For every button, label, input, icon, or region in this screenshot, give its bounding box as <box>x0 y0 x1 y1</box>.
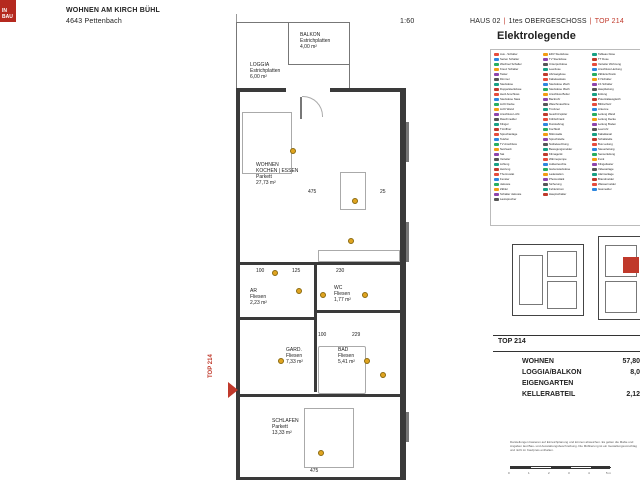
legend-symbol-icon <box>543 103 548 106</box>
legend-symbol-icon <box>494 183 499 186</box>
ceiling-light-icon <box>362 292 368 298</box>
legend-label: Gasmelder <box>598 187 612 191</box>
legend-label: Verteiler Wohnung <box>598 62 621 66</box>
legend-symbol-icon <box>592 68 597 71</box>
legend-label: Doppelsteckdose <box>500 87 522 91</box>
legend-symbol-icon <box>543 133 548 136</box>
legend-label: LS Schalter <box>598 82 613 86</box>
legend-symbol-icon <box>494 123 499 126</box>
legend-title: Elektrolegende <box>497 30 576 42</box>
legend-symbol-icon <box>592 93 597 96</box>
legend-symbol-icon <box>494 128 499 131</box>
legend-symbol-icon <box>543 153 548 156</box>
legend-label: Leitung Boden <box>598 122 617 126</box>
room-floor: Estrichplatten <box>300 38 331 44</box>
legend-symbol-icon <box>543 188 548 191</box>
key-plan-block <box>547 251 577 277</box>
legend-label: Hauptleitung <box>598 87 614 91</box>
legend-symbol-icon <box>543 73 548 76</box>
legend-symbol-icon <box>494 168 499 171</box>
legend-symbol-icon <box>543 93 548 96</box>
ceiling-light-icon <box>348 238 354 244</box>
legend-symbol-icon <box>592 153 597 156</box>
legend-symbol-icon <box>494 148 499 151</box>
ceiling-light-icon <box>320 292 326 298</box>
legend-label: Sprechanlage <box>500 132 518 136</box>
legend-label: Sensorleitung <box>598 152 616 156</box>
room-area: 1,77 m² <box>334 297 351 303</box>
window-east <box>406 122 409 162</box>
legend-label: Wärmepumpe <box>549 157 567 161</box>
room-name: BAD <box>338 347 349 353</box>
legend-symbol-icon <box>494 63 499 66</box>
legend-symbol-icon <box>592 73 597 76</box>
legend-label: Leitung Wand <box>598 112 616 116</box>
legend-label: Jalousie <box>500 182 511 186</box>
legend-label: Sicherung <box>549 182 562 186</box>
legend-symbol-icon <box>592 108 597 111</box>
floor-plan <box>200 22 490 480</box>
legend-item <box>543 192 591 197</box>
summary-row <box>522 378 640 389</box>
room-floor: Fliesen <box>286 353 303 359</box>
legend-symbol-icon <box>494 113 499 116</box>
legend-label: Schalter Jalousie <box>500 192 522 196</box>
legend-label: Photovoltaik <box>549 177 565 181</box>
room-floor: Parkett <box>256 174 272 180</box>
window-east <box>406 412 409 442</box>
ceiling-light-icon <box>380 372 386 378</box>
floor-label: 1tes OBERGESCHOSS <box>508 18 587 25</box>
wall-north-left <box>236 88 286 92</box>
legend-label: Lüftung <box>500 162 510 166</box>
legend-symbol-icon <box>543 108 548 111</box>
disclaimer-note: Darstellungen basieren auf Einreichplanung und können abweichen. Es gelten die Maße und Angaben laut Bau- und Ausstattungsbeschreibung. Die Möblierung ist ein Gestaltungsvorschlag und nicht im Kaufpreis enthalten. <box>510 440 637 452</box>
room-name: LOGGIA <box>250 62 270 68</box>
legend-symbol-icon <box>592 63 597 66</box>
legend-label: Tableau Dose <box>598 52 616 56</box>
legend-label: Licht Wand <box>500 107 514 111</box>
legend-label: Steckdose Nass <box>500 97 521 101</box>
legend-symbol-icon <box>494 198 499 201</box>
legend-label: Brandmelder <box>598 177 615 181</box>
legend-label: TT Dose <box>598 57 609 61</box>
legend-symbol-icon <box>494 53 499 56</box>
legend-symbol-icon <box>592 168 597 171</box>
legend-label: Sprechstelle <box>549 137 565 141</box>
dimension-label: 475 <box>308 189 317 195</box>
legend-symbol-icon <box>543 118 548 121</box>
legend-label: Waschmaschine <box>549 102 570 106</box>
room-area: 13,33 m² <box>272 430 292 436</box>
wall-wc-south <box>314 310 406 313</box>
legend-symbol-icon <box>494 83 499 86</box>
room-ar <box>250 288 267 306</box>
scale-bar-segment <box>551 467 571 468</box>
bed <box>304 408 354 468</box>
room-floor: Parkett <box>272 424 288 430</box>
legend-symbol-icon <box>543 138 548 141</box>
summary-label: LOGGIA/BALKON <box>522 369 582 376</box>
legend-symbol-icon <box>494 88 499 91</box>
legend-label: Verteiler <box>500 157 511 161</box>
scale-bar <box>510 466 610 469</box>
legend-label: Blitzschutz <box>598 102 612 106</box>
legend-box <box>490 49 640 226</box>
legend-label: Steckdose 2fach <box>549 82 570 86</box>
room-area: 5,41 m² <box>338 359 355 365</box>
legend-symbol-icon <box>543 178 548 181</box>
door-swing <box>302 96 323 117</box>
legend-column <box>494 52 542 202</box>
legend-symbol-icon <box>592 83 597 86</box>
legend-label: Anschluss Heizung <box>598 67 622 71</box>
legend-label: Hauptschalter <box>549 192 567 196</box>
legend-symbol-icon <box>592 78 597 81</box>
legend-label: Dimmer <box>500 77 510 81</box>
summary-value: 8,0 <box>630 369 640 376</box>
legend-label: Serien Schalter <box>500 57 520 61</box>
wall-ar-south <box>236 317 316 320</box>
key-plan-thumbnail <box>512 244 584 316</box>
entry-arrow-icon <box>228 382 238 398</box>
summary-divider <box>493 351 640 352</box>
legend-symbol-icon <box>592 138 597 141</box>
room-gard <box>286 347 303 365</box>
legend-symbol-icon <box>592 173 597 176</box>
scale-bar-segment <box>591 467 611 468</box>
legend-label: Kabelauslass <box>549 77 566 81</box>
legend-symbol-icon <box>494 153 499 156</box>
legend-label: Zähler <box>500 187 508 191</box>
legend-label: TV Steckdose <box>549 57 567 61</box>
legend-label: Wechsel Schalter <box>500 62 522 66</box>
room-name: SCHLAFEN <box>272 418 299 424</box>
legend-symbol-icon <box>494 158 499 161</box>
legend-symbol-icon <box>543 88 548 91</box>
legend-label: Steckdose <box>500 82 514 86</box>
summary-row <box>522 356 640 367</box>
legend-label: Kreuz Schalter <box>500 67 519 71</box>
legend-symbol-icon <box>592 178 597 181</box>
legend-symbol-icon <box>543 98 548 101</box>
legend-label: Geschirrspüler <box>549 112 568 116</box>
legend-label: Kabelkanal <box>598 132 612 136</box>
legend-symbol-icon <box>494 118 499 121</box>
legend-label: Netzwerk <box>500 147 512 151</box>
room-area: 4,00 m² <box>300 44 317 50</box>
wall-core <box>314 262 317 392</box>
scale-label: 1 <box>528 471 530 475</box>
legend-label: Rauchmelder <box>500 117 517 121</box>
key-plan-block <box>547 281 577 309</box>
legend-symbol-icon <box>543 113 548 116</box>
legend-label: Gartensteckdose <box>549 167 571 171</box>
legend-label: Ladestation <box>549 172 564 176</box>
legend-symbol-icon <box>494 58 499 61</box>
legend-label: Bus Leitung <box>598 142 613 146</box>
summary-label: WOHNEN <box>522 358 554 365</box>
legend-label: Klingeltaster <box>598 162 614 166</box>
summary-table <box>522 356 640 400</box>
dimension-label: 100 <box>256 268 265 274</box>
legend-symbol-icon <box>592 103 597 106</box>
legend-label: Aus - Schalter <box>500 52 518 56</box>
legend-label: Antenne <box>598 107 609 111</box>
dimension-label: 475 <box>310 468 319 474</box>
legend-label: Türöffner <box>500 127 512 131</box>
scale-label: 4 <box>588 471 590 475</box>
room-floor: Estrichplatten <box>250 68 281 74</box>
legend-symbol-icon <box>494 143 499 146</box>
ceiling-light-icon <box>290 148 296 154</box>
legend-label: Thermostat <box>500 172 515 176</box>
legend-symbol-icon <box>494 98 499 101</box>
legend-column <box>543 52 591 197</box>
summary-value: 57,80 <box>622 358 640 365</box>
legend-symbol-icon <box>543 163 548 166</box>
dimension-label: 100 <box>318 332 327 338</box>
legend-label: Taster <box>500 72 508 76</box>
summary-title: TOP 214 <box>498 338 526 345</box>
legend-label: Klimagerät <box>549 152 563 156</box>
ceiling-light-icon <box>278 358 284 364</box>
room-wohnen <box>256 162 298 186</box>
legend-label: Kühlschrank <box>549 117 565 121</box>
legend-symbol-icon <box>494 138 499 141</box>
legend-label: FI Schalter <box>598 77 612 81</box>
legend-symbol-icon <box>543 168 548 171</box>
room-name: WOHNEN <box>256 162 279 168</box>
legend-symbol-icon <box>543 158 548 161</box>
legend-symbol-icon <box>543 143 548 146</box>
legend-symbol-icon <box>494 103 499 106</box>
legend-label: Licht Decke <box>500 102 515 106</box>
room-name: AR <box>250 288 257 294</box>
legend-label: Unterputzdose <box>549 62 568 66</box>
legend-symbol-icon <box>592 53 597 56</box>
legend-symbol-icon <box>592 88 597 91</box>
legend-item <box>494 197 542 202</box>
legend-label: Abzweigdose <box>549 72 566 76</box>
dimension-label: 125 <box>292 268 301 274</box>
room-floor: Fliesen <box>250 294 267 300</box>
room-loggia <box>250 62 280 80</box>
ceiling-light-icon <box>296 288 302 294</box>
legend-symbol-icon <box>592 148 597 151</box>
legend-label: Mikrowelle <box>549 132 563 136</box>
scale-bar-segment <box>511 467 531 468</box>
logo-text: IN BAU <box>2 8 13 20</box>
room-area: 7,33 m² <box>286 359 303 365</box>
legend-label: TV Anschluss <box>500 142 517 146</box>
legend-label: Leerrohr <box>598 127 609 131</box>
summary-value: 2,12 <box>626 391 640 398</box>
legend-label: Fenster <box>500 177 510 181</box>
legend-label: Lautsprecher <box>500 197 517 201</box>
legend-label: Fehlerstrom <box>549 187 564 191</box>
room-name: GARD. <box>286 347 302 353</box>
legend-label: Telefon <box>500 137 510 141</box>
legend-symbol-icon <box>494 173 499 176</box>
legend-label: Trockner <box>549 107 560 111</box>
legend-symbol-icon <box>494 78 499 81</box>
key-plan-block <box>519 255 543 305</box>
legend-symbol-icon <box>543 128 548 131</box>
legend-label: Klingel <box>500 122 509 126</box>
legend-item <box>592 187 640 192</box>
house-label: HAUS 02 <box>470 18 501 25</box>
room-area: 2,23 m² <box>250 300 267 306</box>
room-balkon <box>300 32 330 50</box>
legend-symbol-icon <box>494 193 499 196</box>
key-plan-highlight <box>623 257 639 273</box>
legend-label: Leitung Decke <box>598 117 616 121</box>
legend-symbol-icon <box>543 193 548 196</box>
legend-symbol-icon <box>494 188 499 191</box>
legend-label: Wassermelder <box>598 182 616 186</box>
room-bad <box>338 347 355 365</box>
legend-symbol-icon <box>543 173 548 176</box>
legend-symbol-icon <box>494 68 499 71</box>
room-area: 6,00 m² <box>250 74 267 80</box>
legend-label: Steuerleitung <box>598 147 615 151</box>
legend-symbol-icon <box>543 148 548 151</box>
legend-label: Videoanlage <box>598 167 614 171</box>
project-address: 4643 Pettenbach <box>66 18 122 25</box>
room-name: BALKON <box>300 32 321 38</box>
legend-label: Anschluss Boiler <box>549 92 570 96</box>
summary-label: KELLERABTEIL <box>522 391 576 398</box>
legend-symbol-icon <box>592 143 597 146</box>
legend-symbol-icon <box>592 128 597 131</box>
unit-label: TOP 214 <box>594 18 624 25</box>
legend-symbol-icon <box>592 158 597 161</box>
legend-symbol-icon <box>592 58 597 61</box>
scale-label: 0 <box>508 471 510 475</box>
ceiling-light-icon <box>272 270 278 276</box>
dimension-label: 230 <box>336 268 345 274</box>
legend-label: Alarmanlage <box>598 172 614 176</box>
legend-label: Kochfeld <box>549 127 560 131</box>
legend-label: Schaltstelle <box>598 137 613 141</box>
room-floor: Fliesen <box>338 353 355 359</box>
legend-label: Notbeleuchtung <box>549 142 569 146</box>
legend-label: Erdung <box>598 92 608 96</box>
summary-divider <box>493 335 640 336</box>
entry-tag: TOP 214 <box>208 354 214 378</box>
legend-symbol-icon <box>592 163 597 166</box>
wall-wohnen-south <box>236 262 406 265</box>
legend-label: Leerdose <box>549 67 561 71</box>
summary-label: EIGENGARTEN <box>522 380 574 387</box>
legend-symbol-icon <box>543 83 548 86</box>
ceiling-light-icon <box>318 450 324 456</box>
wall-west <box>236 88 240 480</box>
key-plan-block <box>605 281 637 313</box>
legend-symbol-icon <box>543 123 548 126</box>
window-east <box>406 222 409 262</box>
dining-table <box>340 172 366 210</box>
legend-label: Herd Anschluss <box>500 92 520 96</box>
room-name: WC <box>334 285 343 291</box>
legend-symbol-icon <box>494 133 499 136</box>
legend-symbol-icon <box>494 178 499 181</box>
legend-label: Steckdose 3fach <box>549 87 570 91</box>
project-title: WOHNEN AM KIRCH BÜHL <box>66 7 160 14</box>
dimension-label: 229 <box>352 332 361 338</box>
wall-bedroom-north <box>236 394 406 397</box>
separator: | <box>589 18 592 25</box>
legend-label: Anschluss Licht <box>500 112 520 116</box>
legend-label: Zählerschrank <box>598 72 616 76</box>
legend-symbol-icon <box>543 68 548 71</box>
legend-label: Bewegungsmelder <box>549 147 573 151</box>
legend-label: Funk <box>598 157 605 161</box>
legend-symbol-icon <box>543 63 548 66</box>
company-logo <box>0 0 16 22</box>
room-wc <box>334 285 351 303</box>
separator: | <box>503 18 506 25</box>
legend-symbol-icon <box>494 93 499 96</box>
legend-symbol-icon <box>592 133 597 136</box>
legend-symbol-icon <box>494 163 499 166</box>
legend-label: Heizung <box>500 167 511 171</box>
legend-label: Dunstabzug <box>549 122 564 126</box>
legend-symbol-icon <box>543 78 548 81</box>
ceiling-light-icon <box>352 198 358 204</box>
room-subname: KOCHEN | ESSEN <box>256 168 299 174</box>
legend-label: Backrohr <box>549 97 561 101</box>
plan-scale: 1:60 <box>400 18 415 25</box>
legend-column <box>592 52 640 192</box>
key-plan-thumbnail <box>598 236 640 320</box>
legend-label: Außenleuchte <box>549 162 567 166</box>
legend-symbol-icon <box>494 108 499 111</box>
wall-north-right <box>330 88 406 92</box>
legend-label: Sat <box>500 152 505 156</box>
legend-symbol-icon <box>494 73 499 76</box>
legend-symbol-icon <box>543 183 548 186</box>
ceiling-light-icon <box>364 358 370 364</box>
legend-symbol-icon <box>592 118 597 121</box>
summary-row <box>522 389 640 400</box>
kitchen-counter <box>318 250 400 262</box>
legend-symbol-icon <box>592 98 597 101</box>
summary-row <box>522 367 640 378</box>
scale-label: 5 m <box>606 471 612 475</box>
room-schlafen <box>272 418 299 436</box>
plan-meta <box>470 18 624 25</box>
room-floor: Fliesen <box>334 291 351 297</box>
scale-label: 3 <box>568 471 570 475</box>
dimension-label: 25 <box>380 189 386 195</box>
legend-symbol-icon <box>543 58 548 61</box>
legend-symbol-icon <box>592 113 597 116</box>
scale-label: 2 <box>548 471 550 475</box>
legend-symbol-icon <box>592 188 597 191</box>
legend-symbol-icon <box>592 183 597 186</box>
legend-symbol-icon <box>592 123 597 126</box>
legend-symbol-icon <box>543 53 548 56</box>
legend-label: Potentialausgleich <box>598 97 621 101</box>
room-area: 27,73 m² <box>256 180 276 186</box>
legend-label: EDV Steckdose <box>549 52 569 56</box>
